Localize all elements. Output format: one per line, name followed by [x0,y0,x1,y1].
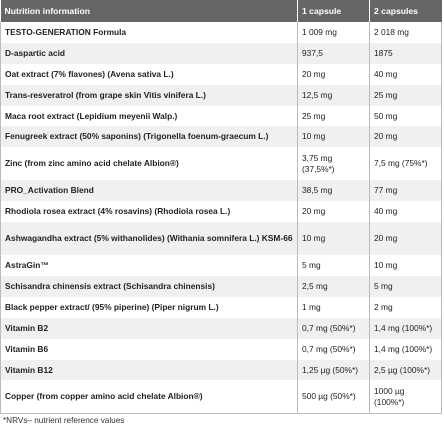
amount-two-capsules: 77 mg [370,180,442,201]
ingredient-name: Vitamin B6 [1,339,298,360]
amount-one-capsule: 20 mg [298,64,370,85]
table-row [1,297,442,318]
header-one-capsule: 1 capsule [298,0,370,22]
table-row [1,276,442,297]
amount-one-capsule: 0,7 mg (50%*) [298,339,370,360]
ingredient-name: Schisandra chinensis extract (Schisandra chinensis) [1,276,298,297]
ingredient-name: PRO_Activation Blend [1,180,298,201]
ingredient-name: Copper (from copper amino acid chelate Albion®) [1,380,298,413]
table-row [1,64,442,85]
table-row [1,147,442,180]
amount-two-capsules: 40 mg [370,64,442,85]
ingredient-name: Zinc (from zinc amino acid chelate Albion®) [1,147,298,180]
amount-one-capsule: 937,5 [298,43,370,64]
ingredient-name: Fenugreek extract (50% saponins) (Trigonella foenum-graecum L.) [1,126,298,147]
amount-one-capsule: 2,5 mg [298,276,370,297]
ingredient-name: TESTO-GENERATION Formula [1,22,298,43]
amount-two-capsules: 10 mg [370,255,442,276]
amount-one-capsule: 10 mg [298,222,370,255]
table-row [1,85,442,106]
amount-two-capsules: 5 mg [370,276,442,297]
amount-two-capsules: 1,4 mg (100%*) [370,318,442,339]
ingredient-name: Vitamin B2 [1,318,298,339]
amount-one-capsule: 1,25 µg (50%*) [298,360,370,381]
amount-two-capsules: 20 mg [370,222,442,255]
amount-one-capsule: 38,5 mg [298,180,370,201]
amount-two-capsules: 1,4 mg (100%*) [370,339,442,360]
table-row [1,201,442,222]
amount-one-capsule: 1 mg [298,297,370,318]
ingredient-name: Oat extract (7% flavones) (Avena sativa L.) [1,64,298,85]
table-row [1,255,442,276]
table-header-row [1,0,442,22]
amount-one-capsule: 25 mg [298,106,370,127]
table-row [1,380,442,413]
ingredient-name: Maca root extract (Lepidium meyenii Walp.) [1,106,298,127]
amount-one-capsule: 10 mg [298,126,370,147]
amount-two-capsules: 25 mg [370,85,442,106]
header-two-capsules: 2 capsules [370,0,442,22]
amount-two-capsules: 40 mg [370,201,442,222]
table-row [1,222,442,255]
amount-two-capsules: 1875 [370,43,442,64]
amount-two-capsules: 50 mg [370,106,442,127]
ingredient-name: Trans-resveratrol (from grape skin Vitis vinifera L.) [1,85,298,106]
ingredient-name: Black pepper extract/ (95% piperine) (Piper nigrum L.) [1,297,298,318]
amount-two-capsules: 20 mg [370,126,442,147]
amount-two-capsules: 2,5 µg (100%*) [370,360,442,381]
amount-one-capsule: 3,75 mg (37,5%*) [298,147,370,180]
amount-one-capsule: 20 mg [298,201,370,222]
amount-two-capsules: 2 018 mg [370,22,442,43]
table-row [1,126,442,147]
table-row [1,339,442,360]
header-nutrition-information: Nutrition information [1,0,298,22]
table-row [1,180,442,201]
ingredient-name: Vitamin B12 [1,360,298,381]
table-row [1,43,442,64]
ingredient-name: Rhodiola rosea extract (4% rosavins) (Rhodiola rosea L.) [1,201,298,222]
amount-one-capsule: 12,5 mg [298,85,370,106]
amount-one-capsule: 500 µg (50%*) [298,380,370,413]
ingredient-name: AstraGin™ [1,255,298,276]
ingredient-name: Ashwagandha extract (5% withanolides) (Withania somnifera L.) KSM-66 [1,222,298,255]
amount-one-capsule: 1 009 mg [298,22,370,43]
table-row [1,22,442,43]
amount-one-capsule: 5 mg [298,255,370,276]
amount-two-capsules: 1000 µg (100%*) [370,380,442,413]
table-row [1,106,442,127]
footnote: *NRVs– nutrient reference values [3,416,125,425]
amount-two-capsules: 7,5 mg (75%*) [370,147,442,180]
ingredient-name: D-aspartic acid [1,43,298,64]
table-row [1,318,442,339]
amount-one-capsule: 0,7 mg (50%*) [298,318,370,339]
table-row [1,360,442,381]
amount-two-capsules: 2 mg [370,297,442,318]
